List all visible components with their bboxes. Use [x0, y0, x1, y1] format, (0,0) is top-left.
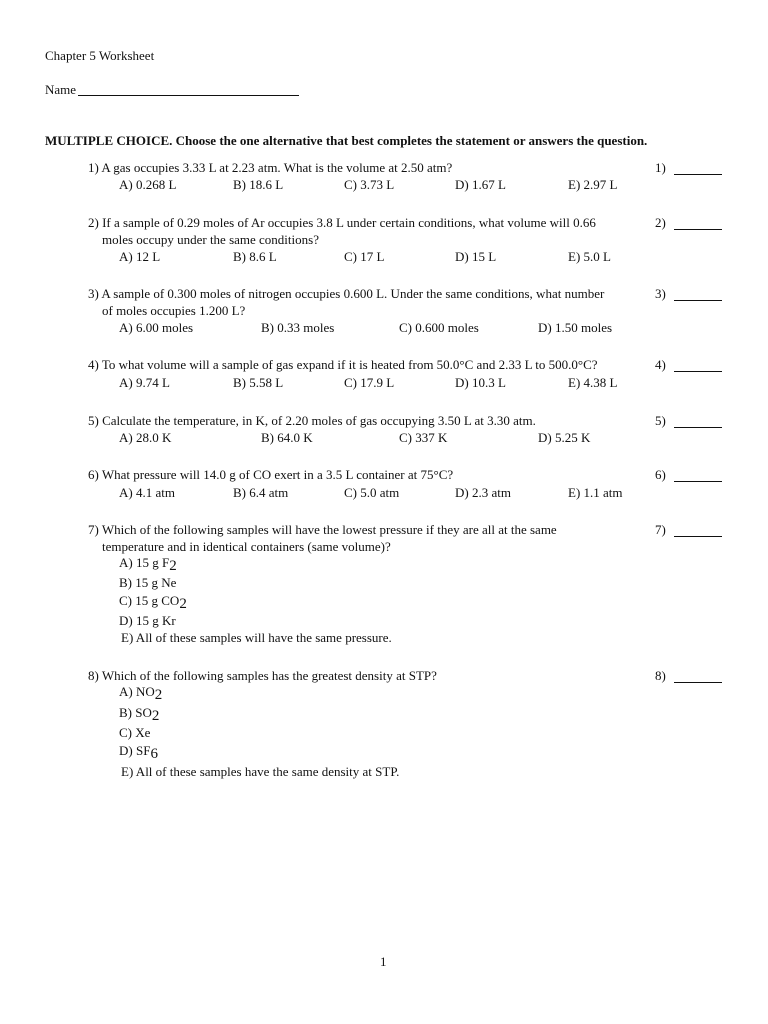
answer-number: 8) — [655, 668, 666, 683]
question-text: 4) To what volume will a sample of gas expand if it is heated from 50.0°C and 2.33 L to 500.0°C? — [88, 357, 598, 372]
option-e[interactable]: E) 1.1 atm — [568, 485, 623, 500]
option-d[interactable] — [119, 613, 176, 629]
option-text: A) 15 g F — [119, 555, 170, 570]
option-a[interactable]: A) 4.1 atm — [119, 485, 175, 500]
option-b[interactable] — [119, 705, 160, 724]
option-d[interactable]: D) 1.50 moles — [538, 320, 613, 335]
option-text: A) NO — [119, 684, 155, 699]
option-b[interactable]: B) 5.58 L — [233, 375, 284, 390]
option-c[interactable]: C) 17.9 L — [344, 375, 395, 390]
option-b[interactable]: B) 64.0 K — [261, 430, 313, 445]
answer-blank[interactable] — [674, 300, 722, 301]
question-text: 2) If a sample of 0.29 moles of Ar occupies 3.8 L under certain conditions, what volume will 0.66 — [88, 215, 596, 230]
option-a[interactable] — [119, 684, 163, 703]
name-field-line[interactable] — [78, 95, 299, 96]
option-c[interactable]: C) 337 K — [399, 430, 448, 445]
page-number: 1 — [380, 954, 387, 969]
option-e[interactable]: E) 4.38 L — [568, 375, 618, 390]
option-text: E) All of these samples will have the same pressure. — [121, 630, 392, 645]
option-a[interactable]: A) 28.0 K — [119, 430, 172, 445]
option-a[interactable]: A) 0.268 L — [119, 177, 177, 192]
option-e[interactable]: E) 5.0 L — [568, 249, 611, 264]
option-text: D) SF — [119, 743, 151, 758]
option-d[interactable]: D) 10.3 L — [455, 375, 506, 390]
option-e[interactable]: E) 2.97 L — [568, 177, 618, 192]
answer-number: 6) — [655, 467, 666, 482]
answer-number: 2) — [655, 215, 666, 230]
option-c[interactable]: C) 3.73 L — [344, 177, 395, 192]
option-e[interactable] — [121, 630, 392, 646]
question-text-continued: of moles occupies 1.200 L? — [102, 303, 246, 318]
option-subscript: 2 — [151, 708, 160, 724]
option-b[interactable]: B) 6.4 atm — [233, 485, 289, 500]
option-c[interactable]: C) 5.0 atm — [344, 485, 400, 500]
option-d[interactable]: D) 1.67 L — [455, 177, 506, 192]
option-b[interactable]: B) 18.6 L — [233, 177, 284, 192]
option-d[interactable] — [119, 743, 158, 762]
option-b[interactable] — [119, 575, 176, 591]
answer-blank[interactable] — [674, 427, 722, 428]
option-b[interactable]: B) 8.6 L — [233, 249, 277, 264]
option-b[interactable]: B) 0.33 moles — [261, 320, 335, 335]
answer-blank[interactable] — [674, 536, 722, 537]
answer-blank[interactable] — [674, 682, 722, 683]
option-subscript: 6 — [150, 746, 158, 762]
option-text: B) 15 g Ne — [119, 575, 177, 590]
option-d[interactable]: D) 2.3 atm — [455, 485, 511, 500]
option-c[interactable] — [119, 725, 150, 741]
option-a[interactable]: A) 6.00 moles — [119, 320, 194, 335]
option-d[interactable]: D) 5.25 K — [538, 430, 591, 445]
answer-number: 1) — [655, 160, 666, 175]
question-text-continued: moles occupy under the same conditions? — [102, 232, 319, 247]
option-e[interactable] — [121, 764, 399, 780]
answer-number: 5) — [655, 413, 666, 428]
option-a[interactable]: A) 12 L — [119, 249, 161, 264]
answer-blank[interactable] — [674, 481, 722, 482]
name-label: Name — [45, 82, 77, 97]
question-text-continued: temperature and in identical containers (same volume)? — [102, 539, 391, 554]
question-text: 1) A gas occupies 3.33 L at 2.23 atm. What is the volume at 2.50 atm? — [88, 160, 453, 175]
option-c[interactable] — [119, 593, 187, 612]
question-text: 7) Which of the following samples will have the lowest pressure if they are all at the same — [88, 522, 557, 537]
option-c[interactable]: C) 0.600 moles — [399, 320, 479, 335]
instructions: MULTIPLE CHOICE. Choose the one alternative that best completes the statement or answers the question. — [45, 133, 648, 148]
option-text: B) SO — [119, 705, 152, 720]
question-text: 3) A sample of 0.300 moles of nitrogen occupies 0.600 L. Under the same conditions, what number — [88, 286, 605, 301]
option-subscript: 2 — [169, 558, 177, 574]
option-subscript: 2 — [154, 687, 163, 703]
answer-number: 7) — [655, 522, 666, 537]
option-d[interactable]: D) 15 L — [455, 249, 497, 264]
answer-blank[interactable] — [674, 371, 722, 372]
worksheet-title: Chapter 5 Worksheet — [45, 48, 155, 63]
option-text: E) All of these samples have the same density at STP. — [121, 764, 400, 779]
option-a[interactable] — [119, 555, 177, 574]
option-a[interactable]: A) 9.74 L — [119, 375, 170, 390]
question-text: 5) Calculate the temperature, in K, of 2.20 moles of gas occupying 3.50 L at 3.30 atm. — [88, 413, 536, 428]
answer-number: 4) — [655, 357, 666, 372]
answer-blank[interactable] — [674, 229, 722, 230]
answer-number: 3) — [655, 286, 666, 301]
answer-blank[interactable] — [674, 174, 722, 175]
option-c[interactable]: C) 17 L — [344, 249, 385, 264]
question-text: 6) What pressure will 14.0 g of CO exert in a 3.5 L container at 75°C? — [88, 467, 454, 482]
option-text: C) 15 g CO — [119, 593, 180, 608]
question-text: 8) Which of the following samples has the greatest density at STP? — [88, 668, 437, 683]
option-text: C) Xe — [119, 725, 151, 740]
option-text: D) 15 g Kr — [119, 613, 176, 628]
option-subscript: 2 — [179, 596, 187, 612]
